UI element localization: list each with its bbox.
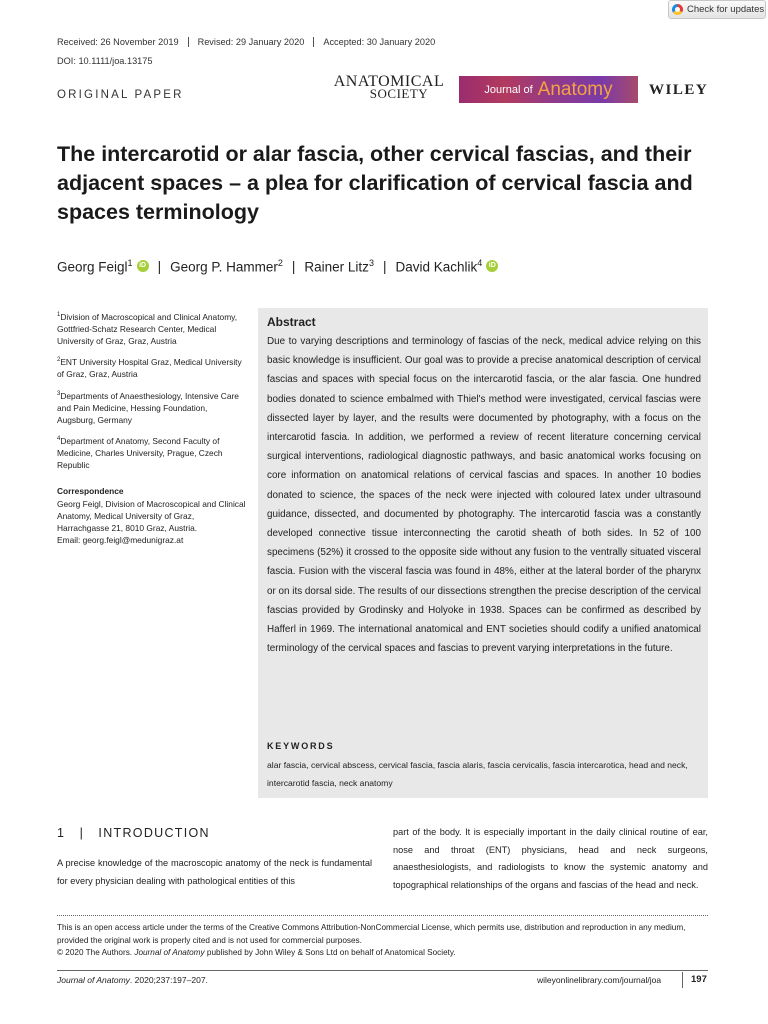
affiliation: $^2$ENT University Hospital Graz, Medical University of Graz, Graz, Austria <box>57 357 242 380</box>
orcid-icon[interactable]: iD <box>486 260 498 272</box>
received-date: Received: 26 November 2019 <box>57 37 179 47</box>
paper-title: The intercarotid or alar fascia, other cervical fascias, and their adjacent spaces – a plea for clarification of cervical fascia and spaces terminology <box>57 142 693 224</box>
page-number: 197 <box>691 974 707 985</box>
footer-citation: Journal of Anatomy. 2020;237:197–207. <box>57 975 208 985</box>
check-for-updates-button[interactable] <box>668 0 766 19</box>
society-line2: SOCIETY <box>369 86 429 101</box>
author[interactable]: Rainer Litz$^3$ <box>304 258 374 275</box>
introduction-text-left: A precise knowledge of the macroscopic anatomy of the neck is fundamental for every physician dealing with pathological entities of this <box>57 858 372 886</box>
correspondence-email[interactable]: Email: georg.feigl@medunigraz.at <box>57 535 184 546</box>
author-list <box>57 258 498 275</box>
journal-of-anatomy-logo <box>459 76 638 103</box>
accepted-date: Accepted: 30 January 2020 <box>313 37 444 47</box>
divider <box>57 915 708 916</box>
revised-date: Revised: 29 January 2020 <box>188 37 314 47</box>
author-separator: | <box>157 258 162 274</box>
keywords-list: alar fascia, cervical abscess, cervical fascia, fascia alaris, fascia cervicalis, fascia intercarotica, head and neck, intercarotid fascia, neck anatomy <box>267 760 688 788</box>
affiliation: $^1$Division of Macroscopical and Clinical Anatomy, Gottfried-Schatz Research Center, Medical University of Graz, Graz, Austria <box>57 311 238 347</box>
footer-divider <box>57 970 708 971</box>
footer-separator <box>682 972 683 988</box>
correspondence-heading: Correspondence <box>57 486 124 497</box>
article-type: ORIGINAL PAPER <box>57 89 184 101</box>
affiliation: $^3$Departments of Anaesthesiology, Intensive Care and Pain Medicine, Hessing Foundation, Augsburg, Germany <box>57 390 239 425</box>
society-line1: ANATOMICAL <box>333 73 445 90</box>
abstract-text: Due to varying descriptions and terminology of fascias of the neck, medical advice relying on this basic knowledge is insufficient. Our goal was to provide a precise anatomical description of cervical fascias and spaces with special focus on the intercarotid fascia, or the alar fascia. One hundred bodies donated to science embalmed with Thiel's method were investigated, cervical fascias were dissected layer by layer, and the results were documented by photography, with a focus on the intercarotid fascia. In addition, we performed a review of recent literature concerning cervical surgical interventions, radiological diagnostic pathways, and basic anatomical works focusing on core information on anatomical relations of cervical fascias and spaces. In another 10 bodies donated to science, the spaces of the neck were injected with coloured latex under ultrasound guidance, dissected, and documented by photography. The intercarotid fascia was a constantly developed connective tissue interconnecting the carotid sheath of both sides. In 52 of 100 specimens (52%) it crossed to the opposite side without any fusion to the ventrally situated visceral fascia. Fusion with the visceral fascia was found in 48%, either at the lateral border of the pharynx or on its dorsal side. The results of our dissections strengthen the precise description of the cervical fascias provided by Grodinsky and Holyoke in 1938. Spaces can be confirmed as described by Hafferl in 1969. The international anatomical and ENT societies should codify a unified anatomical terminology of the cervical spaces and fascias to prevent varying interpretations in the future. <box>267 336 701 655</box>
keywords-heading: KEYWORDS <box>267 741 335 751</box>
author-separator: | <box>382 258 387 274</box>
author[interactable]: David Kachlik$^4$ <box>395 258 483 275</box>
article-dates <box>57 37 444 47</box>
introduction-text-right: part of the body. It is especially important in the daily clinical routine of ear, nose and throat (ENT) physicians, head and neck surgeons, anaesthesiologists, and radiologists to know the systemic anatomy and topographical relationships of the organs and fascias of the head and neck. <box>393 827 708 890</box>
author-separator: | <box>291 258 296 274</box>
copyright-text: © 2020 The Authors. Journal of Anatomy published by John Wiley & Sons Ltd on behalf of Anatomical Society. <box>57 948 456 958</box>
section-heading-introduction: 1 | INTRODUCTION <box>57 826 210 840</box>
correspondence-address: Georg Feigl, Division of Macroscopical and Clinical Anatomy, Medical University of Graz, Harrachgasse 21, 8010 Graz, Austria. <box>57 498 246 534</box>
crossmark-icon <box>672 4 683 15</box>
correspondence <box>57 485 247 546</box>
doi[interactable]: DOI: 10.1111/joa.13175 <box>57 56 153 66</box>
journal-name: Anatomy <box>537 78 613 100</box>
anatomical-society-logo <box>329 73 449 101</box>
wiley-logo: WILEY <box>649 82 709 98</box>
orcid-icon[interactable]: iD <box>137 260 149 272</box>
affiliations <box>57 309 247 546</box>
author[interactable]: Georg Feigl$^1$ <box>57 258 133 275</box>
check-for-updates-label: Check for updates <box>687 4 765 15</box>
license-notice <box>57 922 708 960</box>
affiliation: $^4$Department of Anatomy, Second Faculty of Medicine, Charles University, Prague, Czech Republic <box>57 435 223 471</box>
author[interactable]: Georg P. Hammer$^2$ <box>170 258 283 275</box>
abstract-heading: Abstract <box>267 315 316 329</box>
license-text: This is an open access article under the terms of the Creative Commons Attribution-NonCommercial License, which permits use, distribution and reproduction in any medium, provided the original work is properly cited and is not used for commercial purposes. <box>57 923 686 945</box>
footer-url[interactable]: wileyonlinelibrary.com/journal/joa <box>537 975 662 985</box>
journal-prefix: Journal of <box>484 83 533 96</box>
